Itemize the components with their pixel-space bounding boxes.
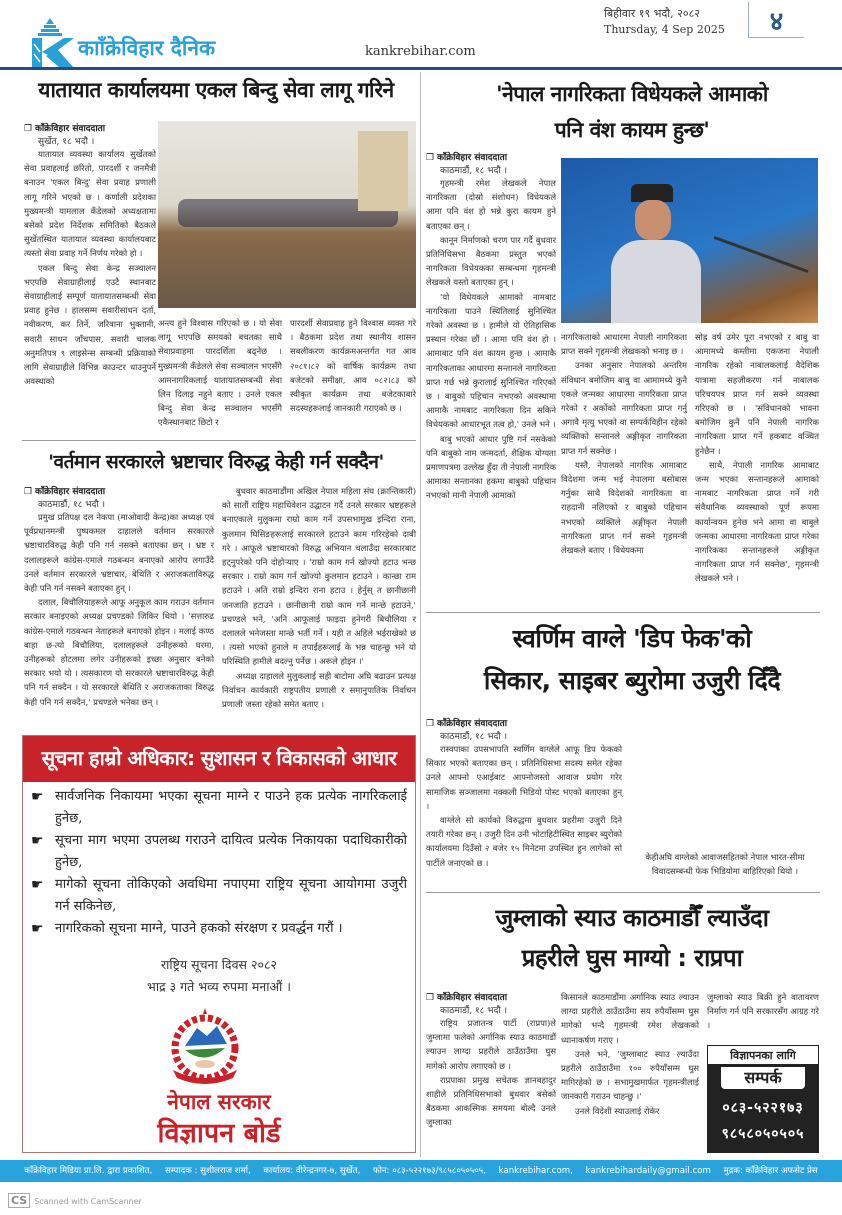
rti-ad-item xyxy=(31,918,407,940)
paragraph: उनले भने, 'जुम्लाबाट स्याउ ल्याउँदा प्रहरीले ठाउँठाउँमा १०० रुपैयाँसम्म घुस मागिरहेको छ । सभामुखमार्फत गृहमन्त्रीलाई जानकारी गराउन चाहन्छु ।' xyxy=(561,1048,699,1102)
apple-headline-line2: प्रहरीले घुस माग्यो : राप्रपा xyxy=(521,944,743,972)
pointing-hand-icon: ☛ xyxy=(31,789,44,805)
rti-ad-note xyxy=(23,954,415,998)
footer-email[interactable]: kankrebihardaily@gmail.com xyxy=(585,1166,711,1176)
apple-byline: ❐ काँक्रेविहार संवाददाता xyxy=(426,990,556,1003)
paragraph: अध्यक्ष दाहालले मुलुकलाई सही बाटोमा अघि बढाउन प्रत्यक्ष निर्वाचन कार्यकारी राष्ट्रपतीय प्रणाली र समानुपातिक निर्वाचन प्रणाली जस्ता रहेको समेत बताए । xyxy=(222,670,416,710)
paragraph: राप्रपाका प्रमुख सचेतक ज्ञानबहादुर शाहीले प्रतिनिधिसभाको बुधवार बसेको बैठकमा आकस्मिक समयमा बोल्दै उनले जुम्लाका xyxy=(426,1074,556,1128)
deepfake-photo-caption: केहीअघि वाग्लेको आवाजसहितको नेपाल भारत-सीमा विवादसम्बन्धी फेक भिडियोमा बाहिरिएको थियो । xyxy=(645,852,805,876)
corruption-col2 xyxy=(222,484,416,711)
photo-face xyxy=(635,200,671,240)
website-link[interactable]: kankrebihar.com xyxy=(365,44,476,59)
contact-title: विज्ञापनका लागि xyxy=(707,1045,819,1065)
scanner-text: Scanned with CamScanner xyxy=(34,1197,142,1206)
transport-col2: अन्त्य हुने विश्वास गरिएको छ । यो सेवा लागू भएपछि समयको बचतका साथै सेवाप्रवाहमा पारदर्शिता बढ्नेछ । मुख्यमन्त्री कँडेलले सेवा सञ्चालन भएसँगै आमनागरिकलाई यातायातसम्बन्धी सेवा लिन दिलाइ नहुने बताए । उनले एकल बिन्दु सेवा केन्द्र सञ्चालन भएसँगै एकैस्थानबाट छिटो र xyxy=(158,318,282,428)
citizenship-col3 xyxy=(695,330,819,586)
transport-byline: ❐ काँक्रेविहार संवाददाता xyxy=(24,121,156,134)
apple-headline-line1: जुम्लाको स्याउ काठमाडौँ ल्याउँदा xyxy=(495,904,769,932)
rti-ad-item xyxy=(31,830,407,874)
photo-body xyxy=(611,240,701,323)
paragraph: रास्वपाका उपसभापति स्वर्णिम वाग्लेले आफू डिप फेकको सिकार भएको बताएका छन् । प्रतिनिधिसभा सदस्य समेत रहेका उनले आफ्नो एआईबाट आफ्नोजस्तो आवाज प्रयोग गरेर सामाजिक सञ्जालमा नक्कली भिडियो पोस्ट भएको बताएका हुन् । xyxy=(426,744,622,811)
advertising-contact-box xyxy=(707,1045,819,1153)
apple-col2 xyxy=(561,990,699,1118)
kankrebihar-logo-icon xyxy=(28,18,76,68)
date-nepali: बिहीवार १९ भदौ, २०८२ xyxy=(604,7,701,20)
paragraph: प्रमुख प्रतिपक्ष दल नेकपा (माओवादी केन्द्र)का अध्यक्ष एवं पूर्वप्रधानमन्त्री पुष्पकमल दाहालले वर्तमान सरकारले भ्रष्टाचारविरुद्ध केही पनि गर्न नसक्ने बताएका छन् । भ्रष्ट र दलालहरूले कांग्रेस-एमाले गठबन्धन बनाएको आरोप लगाउँदै उनले वर्तमान सरकारले भ्रष्टाचार, बेथिति र अराजकताविरुद्ध केही पनि गर्न नसक्ने बताएका हुन् । xyxy=(24,512,214,594)
masthead xyxy=(0,0,842,68)
deepfake-dateline: काठमाडौं, १८ भदौ । xyxy=(440,732,507,742)
masthead-rule xyxy=(0,67,842,70)
home-minister-photo xyxy=(561,158,818,323)
paragraph: उनका अनुसार नेपालको अन्तरिम संविधान बमोजिम बाबु वा आमामध्ये कुनै एकले जन्मका आधारमा नागरिकता प्राप्त गरेको र अर्कोको नागरिकता प्राप्त गर्नु अगावै मृत्यु भएको वा सम्पर्कविहीन रहेको व्यक्तिको सन्तानले अङ्गीकृत नागरिकता प्राप्त गर्न सक्नेछ । xyxy=(561,360,687,456)
deepfake-byline: ❐ काँक्रेविहार संवाददाता xyxy=(426,716,622,729)
paragraph: उनले विदेशी स्याउलाई रोकेर xyxy=(575,1105,660,1116)
paragraph: वाग्लेले सो कार्यको विरुद्धमा बुधवार प्रहरीमा उजुरी दिने तयारी गरेका छन् । उजुरी दिन उनी भोटाहिटीस्थित साइबर ब्युरोको कार्यालयमा दिउँसो २ बजेर १५ मिनेटमा उपस्थित हुन लागेको सो पार्टीले जनाएको छ । xyxy=(426,815,622,868)
paragraph: सोह्र वर्ष उमेर पूरा नभएको र बाबु वा आमामध्ये कम्तीमा एकजना नेपाली नागरिक रहेको नाबालकलाई वैदेशिक यात्रामा सहजीकरण गर्न नाबालक परिचयपत्र प्राप्त गर्न सक्ने व्यवस्था गरिएको छ । 'संविधानको भावना बमोजिम कुनै पनि नेपाली नागरिक नागरिकता प्राप्त गर्ने हकबाट वञ्चित हुनेछैन । xyxy=(695,332,819,456)
rti-ad-item-text: मागेको सूचना तोकिएको अवधिमा नपाएमा राष्ट्रिय सूचना आयोगमा उजुरी गर्न सकिनेछ, xyxy=(55,877,407,914)
corruption-headline: 'वर्तमान सरकारले भ्रष्टाचार विरुद्ध केही गर्न सक्दैन' xyxy=(48,451,384,473)
contact-phone-2[interactable]: ९८५८०५०५०५ xyxy=(721,1126,805,1142)
paragraph: दलाल, बिचौलियाहरूले आफू अनुकूल काम गराउन वर्तमान सरकार बनाइएको अध्यक्ष प्रचण्डको जिकिर थियो । 'सत्तारुढ कांग्रेस-एमाले गठबन्धन नेताहरूले बनाएको होइन । मलाई कण्ठ बाहा छ-त्यो बिचौलिया, दलालहरूले उनीहरूको घरमा, उनीहरूको होटलमा लगेर उनीहरूको इच्छा अनुसार बनेको सरकार भयो यो । त्यसकारण यो सरकारले भ्रष्टाचारविरुद्ध केही पनि गर्न सक्दैन । यो सरकारले बेथिति र अराजकताका विरुद्ध केही पनि गर्न सक्दैन,' प्रचण्डले भनेका छन् । xyxy=(24,597,214,707)
paragraph: बुधवार काठमाडौंमा अखिल नेपाल महिला संघ (क्रान्तिकारी) को सातौं राष्ट्रिय महाधिवेशन उद्घाटन गर्दै उनले सरकार भ्रष्टहरूले बनाएकाले मुलुकमा राम्रो काम गर्ने उपसभामुख इन्दिरा राना, कुलमान घिसिङहरूलाई सरकारले हटाउने काम गरिरहेको दाबी गरे । आफूले भ्रष्टाचारको विरुद्ध अभियान चलाउँदा सरकारबाट हट्नुपरेको पनि दोहोऱ्याए । 'राम्रो काम गर्न खोज्यो हटाउ भन्छ सरकार । राम्रो काम गर्न खोज्यो कुलमान हटाउने । कान्छा राम हटाउने । अति राम्रो इन्दिरा राना हटाउ । हेर्नुस् त छानीछानी जनजाति हटाउने । छानीछानी राम्रो काम गर्ने मान्छे हटाउने,' प्रचण्डले भने, 'अनि आफूलाई फाइदा हुनेगरी बिचौलिया र दलालले भनेजस्ता मान्छे भर्ती गर्ने । यही त अहिले भईराखेको छ । त्यसो भएको हुनाले म तपाईंहरूलाई के भन्न चाहन्छु भने यो परिस्थिति हामीले बदल्नु पर्नेछ । अरूले होइन ।' xyxy=(222,486,416,667)
scanner-watermark xyxy=(8,1193,142,1208)
camscanner-logo-icon: CS xyxy=(8,1193,30,1208)
deepfake-headline-line1: स्वर्णिम वाग्ले 'डिप फेक'को xyxy=(512,624,752,653)
photo-microphone xyxy=(714,236,809,273)
rti-ad-item-text: नागरिकको सूचना माग्ने, पाउने हकको संरक्षण र प्रवर्द्धन गरौं । xyxy=(55,921,343,936)
rti-ad-item xyxy=(31,874,407,918)
apple-col1 xyxy=(426,1016,556,1130)
footer-publisher: काँक्रेविहार मिडिया प्रा.लि. द्वारा प्रकाशित, xyxy=(24,1166,153,1176)
paragraph: नागरिकताको आधारमा नेपाली नागरिकता प्राप्त सक्ने गृहमन्त्री लेखकको भनाइ छ । xyxy=(561,332,687,357)
nepal-emblem-icon xyxy=(155,1008,255,1084)
paragraph: राष्ट्रिय प्रजातन्त्र पार्टी (राप्रपा)ले जुम्लामा फलेको अर्गानिक स्याउ काठमाडौं ल्याउन लाग्दा प्रहरीले ठाउँठाउँमा घुस मागेको आरोप लगाएको छ । xyxy=(426,1018,556,1071)
transport-article xyxy=(24,121,156,388)
rti-ad-note-line1: राष्ट्रिय सूचना दिवस २०८२ xyxy=(161,957,277,972)
paragraph: साथै, नेपाली नागरिक आमाबाट जन्म भएका सन्तानहरूले आमाको नामबाट नागरिकता प्राप्त गर्ने गरी संवैधानिक व्यवस्थाको पूर्ण रूपमा कार्यान्वयन हुनेछ भने आमा वा बाबुले जन्मका आधारमा नागरिकता प्राप्त गरेका नागरिकका सन्तानहरूले अङ्गीकृत नागरिकता प्राप्त गर्न सक्नेछ', गृहमन्त्री लेखकले भने । xyxy=(695,459,819,584)
footer-editor: सम्पादक : सुशीलराज शर्मा, xyxy=(165,1166,251,1176)
contact-phone-1[interactable]: ०८३-५२२१७३ xyxy=(722,1100,804,1116)
transport-dateline: सुर्खेत, १८ भदौ । xyxy=(38,137,95,147)
page-number: ४ xyxy=(748,2,804,38)
pointing-hand-icon: ☛ xyxy=(31,833,44,849)
footer-printer: मुद्रक: काँक्रेविहार अफसेट प्रेस xyxy=(723,1166,818,1176)
rti-ad-item-text: सूचना माग भएमा उपलब्ध गराउने दायित्व प्रत्येक निकायका पदाधिकारीको हुनेछ, xyxy=(55,833,407,870)
deepfake-body xyxy=(426,742,622,870)
paragraph: यस्तै, नेपालको नागरिक आमाबाट विदेशमा जन्म भई नेपालमा बसोबास गर्नुका साथै विदेशको नागरिकता वा राहदानी नलिएको र बाबुको पहिचान नभएको व्यक्तिले अङ्गीकृत नेपाली नागरिकता प्राप्त गर्न सक्ने गृहमन्त्री लेखकले बताए । विधेयकमा xyxy=(561,459,687,556)
photo-curtain xyxy=(358,131,408,211)
section-divider xyxy=(426,892,820,893)
section-divider xyxy=(426,612,820,613)
section-divider xyxy=(22,440,416,441)
transport-col3: पारदर्शी सेवाप्रवाह हुने विश्वास व्यक्त गरे । बैठकमा प्रदेश तथा स्थानीय शासन सबलीकरण कार्यक्रमअन्तर्गत गत आव २०८१।८२ को वार्षिक कार्यक्रम तथा बजेटको समीक्षा, आव ०८२।८३ को स्वीकृत कार्यक्रम तथा बजेटकाबारे सदस्यहरूलाई जानकारी गराएको छ । xyxy=(290,318,416,414)
footer-bar xyxy=(0,1160,842,1182)
pointing-hand-icon: ☛ xyxy=(31,921,44,937)
citizenship-col2 xyxy=(561,330,687,557)
paragraph: कानून निर्माणको चरण पार गर्दै बुधवार प्रतिनिधिसभा बैठकमा प्रस्तुत भएको नागरिकता विधेयकका सम्बन्धमा गृहमन्त्री लेखकले यस्तो बताएका हुन् । xyxy=(426,234,556,288)
deepfake-headline-line2: सिकार, साइबर ब्युरोमा उजुरी दिँदै xyxy=(483,666,781,695)
corruption-article xyxy=(24,484,214,709)
advertising-board-name: विज्ञापन बोर्ड xyxy=(157,1118,281,1149)
apple-headline xyxy=(424,898,840,978)
paragraph: 'यो विधेयकले आमाको नामबाट नागरिकता पाउने स्थितिलाई सुनिश्चित गरेको अवस्था छ । हामीले यो ऐतिहासिक प्रस्थान गरेका छौं । आमा पनि वंश हो । आमाबाट पनि वंश कायम हुन्छ । आमाकै नागरिकताका आधारमा सन्तानले नागरिकता प्राप्त गर्छ भन्ने कुरालाई सुनिश्चित गरिएको छ । बाबुको पहिचान नभएको अवस्थामा आमाकै नामबाट नागरिकता दिन सकिने विधेयकको आधारभूत तत्व हो,' उनले भने । xyxy=(426,291,556,430)
brand-name: कााँक्रेविहार दैनिक xyxy=(78,36,216,60)
citizenship-article xyxy=(426,150,556,503)
gov-name: नेपाल सरकार xyxy=(167,1090,271,1114)
corruption-byline: ❐ काँक्रेविहार संवाददाता xyxy=(24,484,214,497)
citizenship-col1 xyxy=(426,176,556,503)
citizenship-byline: ❐ काँक्रेविहार संवाददाता xyxy=(426,150,556,163)
paragraph: गृहमन्त्री रमेश लेखकले नेपाल नागरिकता (दोस्रो संशोधन) विधेयकले आमा पनि वंश हो भन्ने कुरा कायम हुने बताएका छन् । xyxy=(426,178,556,231)
deepfake-article xyxy=(426,716,622,870)
citizenship-headline-line1: 'नेपाल नागरिकता विधेयकले आमाको xyxy=(496,82,768,106)
meeting-photo xyxy=(158,121,416,308)
corruption-col1 xyxy=(24,510,214,709)
deepfake-headline xyxy=(424,618,840,702)
footer-phone: फोन: ०८३-५२२१७३/९८५८०५०५०५, xyxy=(373,1166,486,1176)
paragraph: एकल बिन्दु सेवा केन्द्र सञ्चालन भएपछि सेवाग्राहीलाई एउटै स्थानबाट सेवाग्राहीलाई सम्पूर्ण यातायातसम्बन्धी सेवा प्रवाह हुनेछ । हालसम्म सवारीसाधन दर्ता, नवीकरण, कर तिर्ने, जरिवाना भुक्तानी, सवारी साधन जाँचपास, सवारी चालक अनुमतिपत्र ९ लाइसेन्स सम्बन्धी प्रक्रियाको लागि सेवाग्राहीले विभिन्न काउन्टर धाउनुपर्ने अवस्थाको xyxy=(24,262,156,387)
date-english: Thursday, 4 Sep 2025 xyxy=(604,23,725,36)
rti-ad-item xyxy=(31,786,407,830)
column-divider xyxy=(420,72,421,1157)
apple-article xyxy=(426,990,556,1130)
rti-ad-item-text: सार्वजनिक निकायमा भएका सूचना माग्ने र पाउने हक प्रत्येक नागरिकलाई हुनेछ, xyxy=(55,789,407,826)
apple-dateline: काठमाडौं, १८ भदौ । xyxy=(440,1006,507,1016)
transport-headline: यातायात कार्यालयमा एकल बिन्दु सेवा लागू गरिने xyxy=(38,78,394,102)
rti-ad-title: सूचना हाम्रो अधिकार: सुशासन र विकासको आधार xyxy=(23,736,415,782)
rti-ad-list xyxy=(23,782,415,940)
footer-website[interactable]: kankrebihar.com, xyxy=(498,1166,573,1176)
citizenship-headline-line2: पनि वंश कायम हुन्छ' xyxy=(554,118,710,142)
transport-col1 xyxy=(24,147,156,388)
corruption-dateline: काठमाडौं, १८ भदौ । xyxy=(38,500,105,510)
paragraph: किसानले काठमाडौंमा अर्गानिक स्याउ ल्याउन लाग्दा प्रहरीले ठाउँठाउँमा सय रुपैयाँसम्म घुस मागेको भन्दै गृहमन्त्री रमेश लेखकको ध्यानाकर्षण गराए । xyxy=(561,992,699,1045)
pointing-hand-icon: ☛ xyxy=(31,877,44,893)
citizenship-headline xyxy=(424,76,840,148)
contact-subtitle: सम्पर्क xyxy=(721,1067,805,1089)
apple-col3: जुम्लाको स्याउ बिक्री हुने वातावरण निर्माण गर्न पनि सरकारसँग आग्रह गरे । xyxy=(707,992,819,1031)
rti-ad-note-line2: भाद्र ३ गते भव्य रुपमा मनाऔं । xyxy=(147,979,291,994)
citizenship-dateline: काठमाडौं, १८ भदौ । xyxy=(440,166,507,176)
footer-office: कार्यालय: वीरेन्द्रनगर-७, सुर्खेत, xyxy=(263,1166,361,1176)
paragraph: यातायात व्यवस्था कार्यालय सुर्खेतको सेवा प्रवाहलाई छरितो, पारदर्शी र जनमैत्री बनाउन 'एकल बिन्दु' सेवा प्रवाह प्रणाली लागू गरिने भएको छ । कर्णाली प्रदेशका मुख्यमन्त्री यामलाल कँडेलको अध्यक्षतामा बसेको प्रदेश निर्देशक समितिको बैठकले सुर्खेतस्थित यातायात व्यवस्था कार्यालयबाट त्यस्तो सेवा प्रवाह गर्ने निर्णय गरेको हो । xyxy=(24,149,156,259)
paragraph: बाबु भएको आधार पुष्टि गर्न नसकेको पनि बाबुको नाम जन्मदर्ता, शैक्षिक योग्यता प्रमाणपत्रमा उल्लेख हुँदा ती नेपाली नागरिक आमाका सन्तानका हकमा बाबुको पहिचान नभएको मानी नेपाली आमाको xyxy=(426,433,556,501)
